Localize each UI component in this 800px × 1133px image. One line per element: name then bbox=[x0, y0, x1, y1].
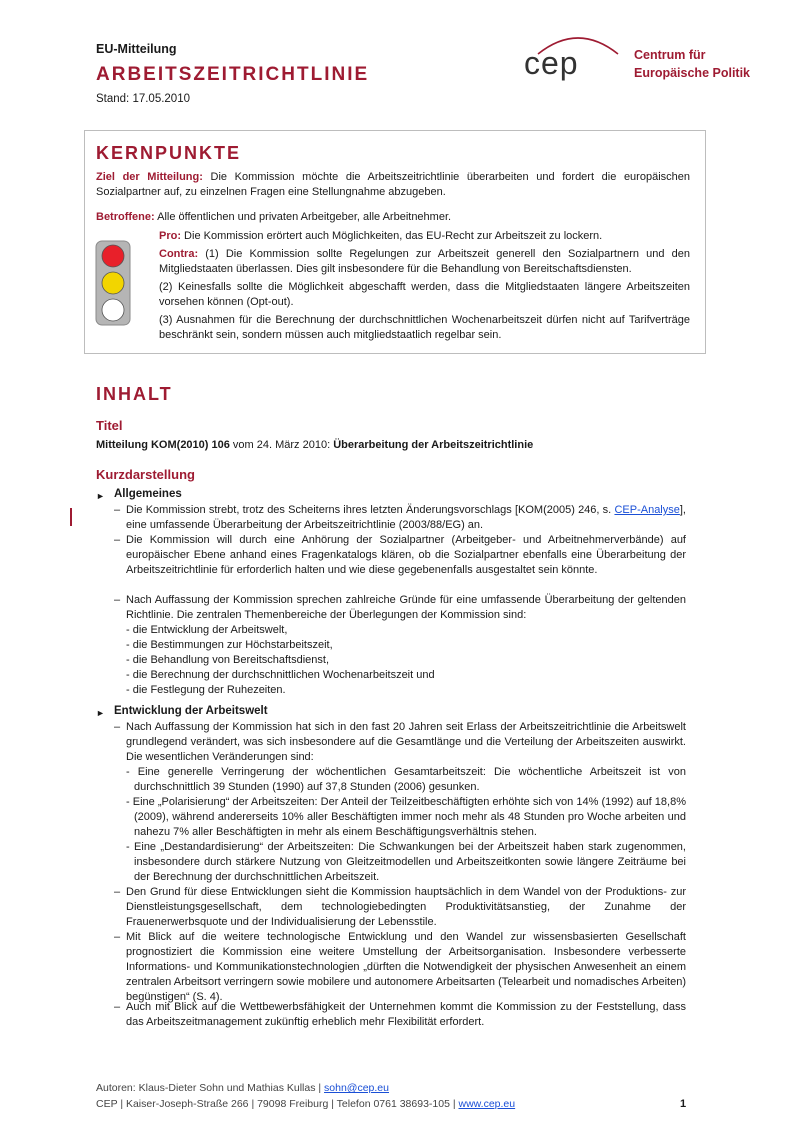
footer-authors-text: Autoren: Klaus-Dieter Sohn und Mathias Kullas | bbox=[96, 1082, 325, 1094]
titel-line bbox=[96, 438, 696, 453]
list-item: - die Festlegung der Ruhezeiten. bbox=[126, 684, 286, 696]
email-link[interactable]: sohn@cep.eu bbox=[324, 1082, 389, 1094]
dash-icon: – bbox=[114, 504, 121, 516]
footer-address-text: CEP | Kaiser-Joseph-Straße 266 | 79098 Freiburg | Telefon 0761 38693-105 | bbox=[96, 1098, 459, 1110]
ziel-text: Die Kommission möchte die Arbeitszeitrichtlinie überarbeiten und fordert die europäischen Sozialpartner auf, zu einzelnen Fragen eine Stellungnahme abzugeben. bbox=[96, 171, 690, 198]
triangle-bullet-icon: ► bbox=[96, 491, 105, 501]
contra-text-1: (1) Die Kommission sollte Regelungen zur Arbeitszeit generell den Sozialpartnern und den Mitgliedstaaten überlassen. Dies gilt insbesondere für die Behandlung von Bereitschaftsdiensten. bbox=[159, 248, 690, 275]
allgemeines-heading: Allgemeines bbox=[114, 488, 182, 500]
allgemeines-item-2: Die Kommission will durch eine Anhörung der Sozialpartner (Arbeitgeber- und Arbeitnehmerverbände) auf europäischer Ebene anhand eines Fragenkatalogs klären, ob die Sozialpartner ebenfalls eine Überarbeitung der Arbeitszeitrichtlinie für erforderlich halten und wie diese gegebenenfalls ausgestaltet sein könnte. bbox=[126, 534, 686, 576]
pro-label: Pro: bbox=[159, 230, 181, 242]
cep-analyse-link[interactable]: CEP-Analyse bbox=[614, 504, 680, 516]
website-link[interactable]: www.cep.eu bbox=[458, 1098, 516, 1110]
titel-bold-1: Mitteilung KOM(2010) 106 bbox=[96, 439, 230, 451]
org-name-line2: Europäische Politik bbox=[634, 66, 751, 80]
contra-paragraph-1 bbox=[159, 247, 690, 277]
titel-bold-2: Überarbeitung der Arbeitszeitrichtlinie bbox=[333, 439, 534, 451]
titel-heading: Titel bbox=[96, 418, 123, 433]
entwicklung-item-3: Mit Blick auf die weitere technologische Entwicklung und den Wandel zur wissensbasierten Gesellschaft prognostiziert die Kommission eine weitere Umstellung der Arbeitsorganisation. Insbesondere verbesserte Informations- und Kommunikationstechnologien „dürften die Notwendigkeit der physischen Anwesenheit an einem zentralen Arbeitsort verringern sowie mobilere und autonomere Arbeitsarten (Telearbeit und nomadisches Arbeiten) begünstigen“ (S. 4). bbox=[126, 931, 686, 1003]
pro-paragraph bbox=[159, 229, 690, 244]
entwicklung-item-4: Auch mit Blick auf die Wettbewerbsfähigkeit der Unternehmen kommt die Kommission zu der Feststellung, dass das Arbeitszeitmanagement zukünftig erheblich mehr Flexibilität erfordert. bbox=[126, 1001, 686, 1028]
org-name-line1: Centrum für bbox=[634, 48, 706, 62]
allgemeines-subitems bbox=[126, 623, 686, 698]
triangle-bullet-icon: ► bbox=[96, 708, 105, 718]
doc-title: ARBEITSZEITRICHTLINIE bbox=[96, 64, 370, 85]
margin-change-marker bbox=[70, 508, 72, 526]
contra-paragraph-2: (2) Keinesfalls sollte die Möglichkeit abgeschafft werden, dass die Mitgliedstaaten längere Arbeitszeiten vorsehen können (Opt-out). bbox=[159, 281, 690, 308]
allgemeines-item-1 bbox=[126, 503, 686, 533]
pro-text: Die Kommission erörtert auch Möglichkeiten, das EU-Recht zur Arbeitszeit zu lockern. bbox=[181, 230, 603, 242]
list-item: - die Bestimmungen zur Höchstarbeitszeit, bbox=[126, 639, 333, 651]
betroffene-text: Alle öffentlichen und privaten Arbeitgeber, alle Arbeitnehmer. bbox=[154, 211, 452, 223]
traffic-light-icon bbox=[95, 240, 131, 326]
entwicklung-item-1: Nach Auffassung der Kommission hat sich in den fast 20 Jahren seit Erlass der Arbeitszeitrichtlinie die Arbeitswelt grundlegend verändert, was sich insbesondere auf die Gesamtlänge und die Verteilung der Arbeitszeiten auswirkt. Die wesentlichen Veränderungen sind: bbox=[126, 721, 686, 763]
dash-icon: – bbox=[114, 1001, 121, 1013]
allgemeines-item-1-a: Die Kommission strebt, trotz des Scheiterns ihres letzten Änderungsvorschlags [KOM(2005) 246, s. bbox=[126, 504, 615, 516]
allgemeines-item-1-b: ], eine umfassende Überarbeitung der Arbeitszeitrichtlinie (2003/88/EG) an. bbox=[126, 504, 686, 531]
doc-type: EU-Mitteilung bbox=[96, 42, 177, 56]
allgemeines-item-3: Nach Auffassung der Kommission sprechen zahlreiche Gründe für eine umfassende Überarbeitung der geltenden Richtlinie. Die zentralen Themenbereiche der Überlegungen der Kommission sind: bbox=[126, 594, 686, 621]
inhalt-title: INHALT bbox=[96, 384, 173, 404]
dash-icon: – bbox=[114, 721, 121, 733]
entwicklung-sub-1: - Eine generelle Verringerung der wöchentlichen Gesamtarbeitszeit: Die wöchentliche Arbeitszeit ist von durchschnittlich 39 Stunden (1990) auf 37,8 Stunden (2006) gesunken. bbox=[126, 766, 686, 793]
betroffene-paragraph bbox=[96, 210, 690, 225]
page-number: 1 bbox=[680, 1098, 687, 1110]
dash-icon: – bbox=[114, 886, 121, 898]
dash-icon: – bbox=[114, 594, 121, 606]
list-item: - die Berechnung der durchschnittlichen Wochenarbeitszeit und bbox=[126, 669, 435, 681]
footer-address bbox=[96, 1098, 515, 1110]
contra-paragraph-3: (3) Ausnahmen für die Berechnung der durchschnittlichen Wochenarbeitszeit dürfen nicht auf Tarifverträge beschränkt sein, sondern müssen auch mitgliedstaatlich regelbar sein. bbox=[159, 314, 690, 341]
list-item: - die Entwicklung der Arbeitswelt, bbox=[126, 624, 288, 636]
dash-icon: – bbox=[114, 534, 121, 546]
cep-logo: cep bbox=[524, 45, 579, 81]
entwicklung-sub-2: - Eine „Polarisierung“ der Arbeitszeiten: Der Anteil der Teilzeitbeschäftigten erhöhte sich von 14% (1992) auf 18,8% (2009), während andererseits 10% aller Beschäftigten immer noch mehr als 48 Stunden pro Woche arbeiten und nahezu 7% aller Beschäftigten in mehr als einem Beschäftigungsverhältnis stehen. bbox=[126, 796, 686, 838]
org-name bbox=[634, 46, 750, 82]
entwicklung-heading: Entwicklung der Arbeitswelt bbox=[114, 705, 268, 717]
kernpunkte-title: KERNPUNKTE bbox=[96, 143, 242, 163]
ziel-label: Ziel der Mitteilung: bbox=[96, 171, 203, 183]
doc-date: Stand: 17.05.2010 bbox=[96, 93, 190, 105]
list-item: - die Behandlung von Bereitschaftsdienst, bbox=[126, 654, 330, 666]
ziel-paragraph bbox=[96, 170, 690, 200]
entwicklung-item-2: Den Grund für diese Entwicklungen sieht die Kommission hauptsächlich in dem Wandel von der Produktions- zur Dienstleistungsgesellschaft, dem technologiebedingten Produktivitätsanstieg, der Zunahme der Frauenerwerbsquote und der Individualisierung der Lebensstile. bbox=[126, 886, 686, 928]
footer-authors bbox=[96, 1082, 389, 1094]
contra-label: Contra: bbox=[159, 248, 199, 260]
dash-icon: – bbox=[114, 931, 121, 943]
entwicklung-sub-3: - Eine „Destandardisierung“ der Arbeitszeiten: Die Schwankungen bei der Arbeitszeit haben stark zugenommen, insbesondere durch stärkere Nutzung von Gleitzeitmodellen und Arbeitszeitkonten sowie längere Zeiträume bei der Berechnung der durchschnittlichen Arbeitszeit. bbox=[126, 841, 686, 883]
kurz-heading: Kurzdarstellung bbox=[96, 467, 195, 482]
betroffene-label: Betroffene: bbox=[96, 211, 155, 223]
titel-mid: vom 24. März 2010: bbox=[229, 439, 334, 451]
